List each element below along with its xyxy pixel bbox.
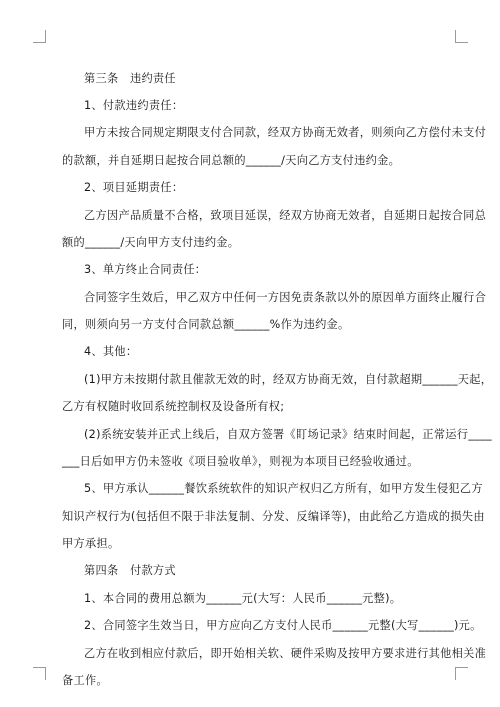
paragraph-line: 同，则须向另一方支付合同款总额______%作为违约金。 <box>62 318 350 331</box>
paragraph-line: (2)系统安装并正式上线后，自双方签署《盯场记录》结束时间起，正常运行____ <box>84 428 492 441</box>
paragraph-line: 乙方在收到相应付款后，即开始相关软、硬件采购及按甲方要求进行其他相关准 <box>84 647 487 660</box>
paragraph-line: 2、合同签字生效当日，甲方应向乙方支付人民币______元整(大写______)元。 <box>84 619 482 632</box>
section-heading-article-4: 第四条 付款方式 <box>84 564 176 577</box>
clause-heading: 4、其他： <box>84 345 138 358</box>
paragraph-line: 备工作。 <box>62 674 108 687</box>
clause-heading: 3、单方终止合同责任： <box>84 263 207 276</box>
paragraph-line: ___日后如甲方仍未签收《项目验收单》，则视为本项目已经验收通过。 <box>62 455 419 468</box>
paragraph-line: 5、甲方承认______餐饮系统软件的知识产权归乙方所有，如甲方发生侵犯乙方 <box>84 482 483 495</box>
paragraph-line: 甲方承担。 <box>62 537 120 550</box>
paragraph-line: 额的______/天向甲方支付违约金。 <box>62 236 240 249</box>
crop-mark-top-right <box>455 30 468 43</box>
paragraph-line: 乙方因产品质量不合格，致项目延误，经双方协商无效者，自延期日起按合同总 <box>84 209 487 222</box>
paragraph-line: 的款额，并自延期日起按合同总额的______/天向乙方支付违约金。 <box>62 154 401 167</box>
crop-mark-bottom-left <box>33 667 46 680</box>
paragraph-line: 甲方未按合同规定期限支付合同款，经双方协商无效者，则须向乙方偿付未支付 <box>84 126 487 139</box>
section-heading-article-3: 第三条 违约责任 <box>84 72 176 85</box>
paragraph-line: 知识产权行为(包括但不限于非法复制、分发、反编译等)，由此给乙方造成的损失由 <box>62 510 485 523</box>
paragraph-line: 合同签字生效后，甲乙双方中任何一方因免责条款以外的原因单方面终止履行合 <box>84 291 487 304</box>
crop-mark-bottom-right <box>455 667 468 680</box>
crop-mark-top-left <box>33 30 46 43</box>
paragraph-line: (1)甲方未按期付款且催款无效的时，经双方协商无效，自付款超期______天起， <box>84 373 493 386</box>
clause-heading: 2、项目延期责任： <box>84 181 184 194</box>
paragraph-line: 乙方有权随时收回系统控制权及设备所有权; <box>62 400 285 413</box>
paragraph-line: 1、本合同的费用总额为______元(大写：人民币______元整)。 <box>84 592 402 605</box>
clause-heading: 1、付款违约责任： <box>84 99 184 112</box>
